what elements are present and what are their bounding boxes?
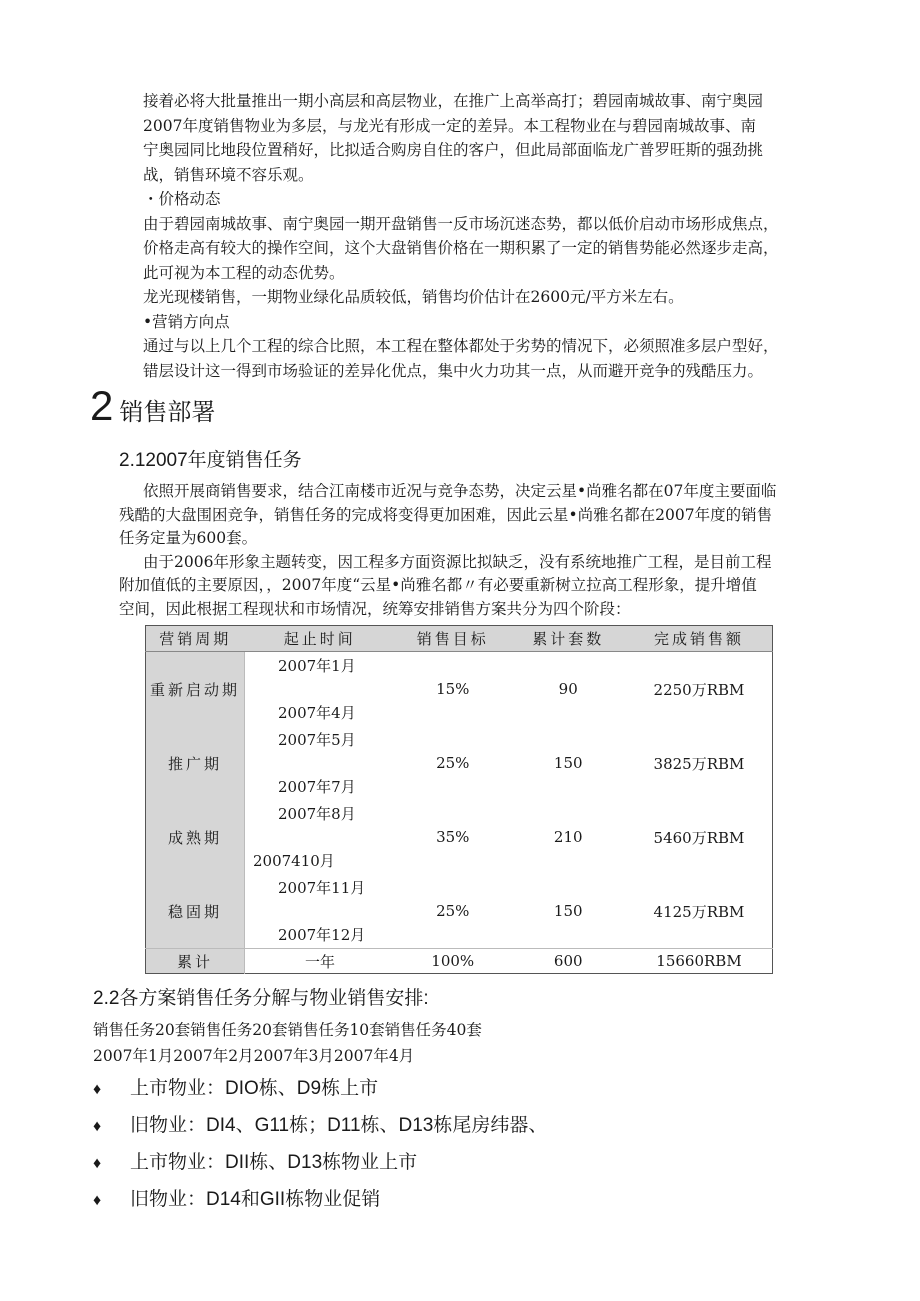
list-item-text: 旧物业：DI4、G11栋；D11栋、D13栋尾房纬器、 <box>130 1115 548 1136</box>
cell-count: 210 <box>553 828 583 846</box>
cell-amount: 4125万RBM <box>653 902 745 921</box>
range-start: 2007年11月 <box>278 879 366 897</box>
paragraph-line: 任务定量为600套。 <box>119 529 258 547</box>
cell-target: 35% <box>436 828 470 846</box>
property-bullet-list <box>93 1070 547 1218</box>
cell-amount: 5460万RBM <box>653 828 745 847</box>
header-time-range: 起止时间 <box>245 626 396 652</box>
list-item <box>93 1107 547 1144</box>
range-end: 2007年12月 <box>278 926 366 944</box>
section-2-2-heading: 2.2各方案销售任务分解与物业销售安排: <box>93 988 429 1009</box>
cell-count: 90 <box>558 680 578 698</box>
cell-time-range <box>245 726 396 800</box>
cell-period: 重新启动期 <box>146 652 245 727</box>
paragraph-line: 错层设计这一得到市场验证的差异化优点，集中火力功其一点，从而避开竞争的残酷压力。 <box>143 361 764 380</box>
section-number: 2 <box>90 382 114 429</box>
cell-amount: 2250万RBM <box>653 680 745 699</box>
range-end: 2007410月 <box>253 852 335 870</box>
paragraph-line: 空间，因此根据工程现状和市场情况，统筹安排销售方案共分为四个阶段： <box>119 599 631 618</box>
subheading-marketing-direction: •营销方向点 <box>143 312 230 331</box>
paragraph-text: 由于2006年形象主题转变，因工程多方面资源比拟缺乏，没有系统地推广工程，是目前工程 <box>143 552 772 571</box>
table-total-row <box>146 949 773 974</box>
header-sales-amount: 完成销售额 <box>626 626 773 652</box>
section-title: 销售部署 <box>119 399 216 426</box>
list-item <box>93 1070 547 1107</box>
cell-target: 25% <box>436 754 470 772</box>
header-cumulative-units: 累计套数 <box>510 626 625 652</box>
cell-period: 成熟期 <box>146 800 245 874</box>
paragraph-line: 通过与以上几个工程的综合比照，本工程在整体都处于劣势的情况下，必须照准多层户型好， <box>143 337 779 355</box>
paragraph-text: 依照开展商销售要求，结合江南楼市近况与竞争态势，决定云星•尚雅名都在07年度主要面临 <box>143 482 777 500</box>
paragraph-line: 宁奥园同比地段位置稍好，比拟适合购房自住的客户，但此局部面临龙广普罗旺斯的强劲挑 <box>143 141 764 159</box>
paragraph-line: 由于碧园南城故事、南宁奥园一期开盘销售一反市场沉迷态势，都以低价启动市场形成焦点， <box>143 214 779 233</box>
diamond-bullet-icon: ♦ <box>93 1155 102 1172</box>
section-2-2-body <box>93 1017 482 1069</box>
section-2-heading <box>90 382 215 430</box>
list-item <box>93 1144 547 1181</box>
diamond-bullet-icon: ♦ <box>93 1081 102 1098</box>
cell-time-range <box>245 800 396 874</box>
section-2-1-body <box>119 480 776 621</box>
cell-target: 15% <box>436 680 470 698</box>
paragraph-line <box>119 480 776 504</box>
paragraph-line: 附加值低的主要原因，，2007年度“云星•尚雅名都〃有必要重新树立拉高工程形象，提升增值 <box>119 576 757 594</box>
cell-period: 稳固期 <box>146 874 245 949</box>
cell-count: 150 <box>553 754 583 772</box>
table-row <box>146 800 773 874</box>
subheading-price-dynamics: ・价格动态 <box>143 190 221 208</box>
paragraph-line: 接着必将大批量推出一期小高层和高层物业，在推广上高举高打；碧园南城故事、南宁奥园 <box>143 92 764 110</box>
section-2-1-heading: 2.12007年度销售任务 <box>119 450 302 471</box>
range-start: 2007年5月 <box>278 731 356 749</box>
table-row <box>146 652 773 727</box>
intro-text-block <box>143 89 779 383</box>
cell-total-target: 100% <box>395 949 510 974</box>
range-end: 2007年7月 <box>278 778 356 796</box>
sales-schedule-table <box>145 625 773 974</box>
range-start: 2007年8月 <box>278 805 356 823</box>
table-row <box>146 874 773 949</box>
paragraph-line: 价格走高有较大的操作空间，这个大盘销售价格在一期积累了一定的销售势能必然逐步走高， <box>143 239 779 257</box>
date-line: 2007年1月2007年2月2007年3月2007年4月 <box>93 1047 415 1065</box>
diamond-bullet-icon: ♦ <box>93 1192 102 1209</box>
table-row <box>146 726 773 800</box>
range-end: 2007年4月 <box>278 704 356 722</box>
header-period: 营销周期 <box>146 626 245 652</box>
list-item-text: 上市物业：DIO栋、D9栋上市 <box>130 1078 379 1099</box>
cell-target: 25% <box>436 902 470 920</box>
list-item-text: 旧物业：D14和GII栋物业促销 <box>130 1189 381 1210</box>
paragraph-line: 残酷的大盘围困竞争，销售任务的完成将变得更加困难，因此云星•尚雅名都在2007年度的销售 <box>119 505 773 524</box>
cell-count: 150 <box>553 902 583 920</box>
cell-time-range <box>245 652 396 727</box>
task-line: 销售任务20套销售任务20套销售任务10套销售任务40套 <box>93 1021 482 1039</box>
cell-total-amount: 15660RBM <box>626 949 773 974</box>
paragraph-line: 2007年度销售物业为多层，与龙光有形成一定的差异。本工程物业在与碧园南城故事、南 <box>143 116 756 135</box>
cell-amount: 3825万RBM <box>653 754 745 773</box>
paragraph-line: 龙光现楼销售，一期物业绿化品质较低，销售均价估计在2600元/平方米左右。 <box>143 288 684 306</box>
list-item-text: 上市物业：DII栋、D13栋物业上市 <box>130 1152 418 1173</box>
paragraph-line: 战，销售环境不容乐观。 <box>143 165 314 184</box>
cell-time-range <box>245 874 396 949</box>
table-header-row <box>146 626 773 652</box>
cell-total-label: 累计 <box>146 949 245 974</box>
cell-total-time: 一年 <box>245 949 396 974</box>
diamond-bullet-icon: ♦ <box>93 1118 102 1135</box>
paragraph-line <box>119 551 776 575</box>
cell-total-count: 600 <box>510 949 625 974</box>
header-sales-target: 销售目标 <box>395 626 510 652</box>
cell-period: 推广期 <box>146 726 245 800</box>
list-item <box>93 1181 547 1218</box>
range-start: 2007年1月 <box>278 657 356 675</box>
paragraph-line: 此可视为本工程的动态优势。 <box>143 263 345 282</box>
